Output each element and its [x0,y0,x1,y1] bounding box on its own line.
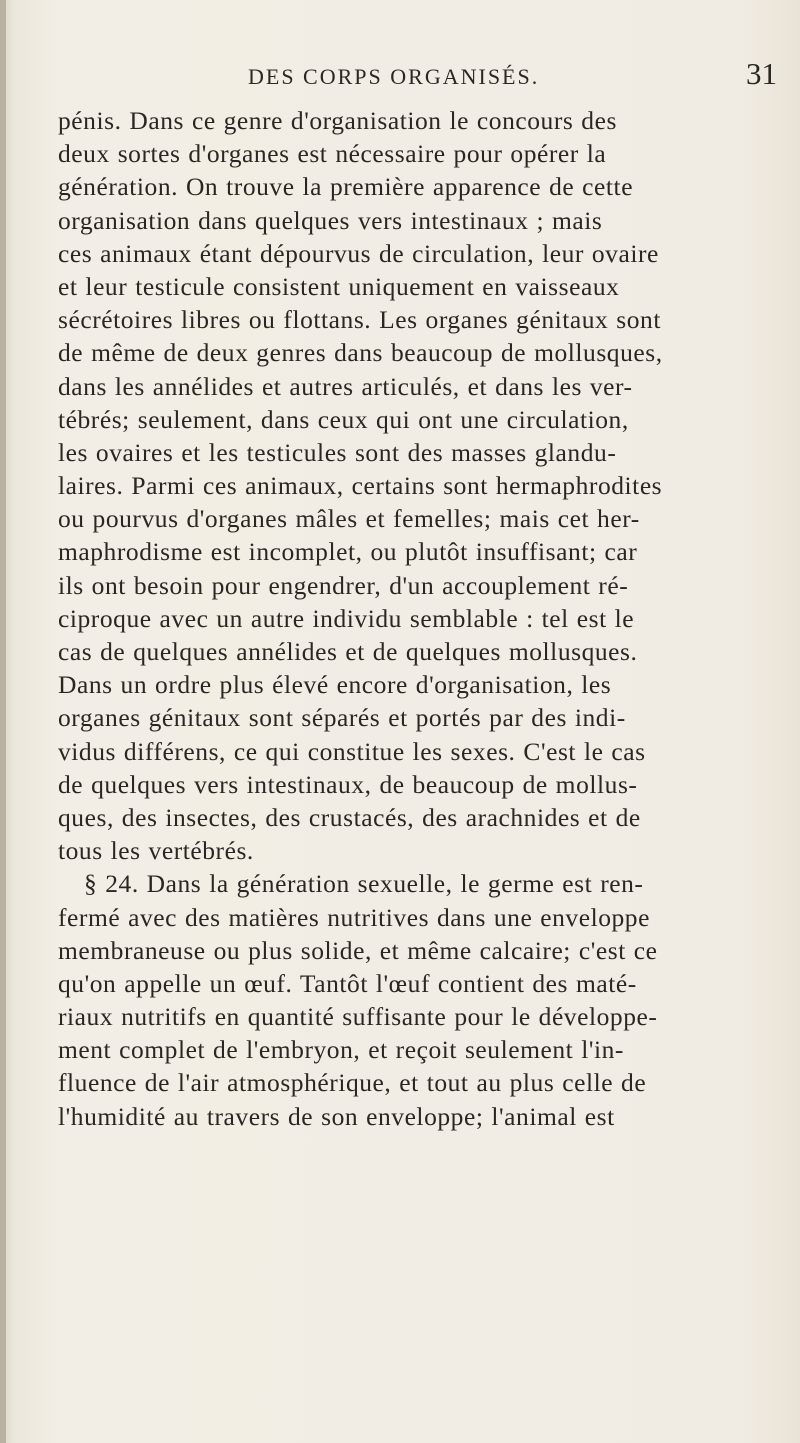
text-line: Dans un ordre plus élevé encore d'organisation, les [58,670,612,700]
binding-edge [0,0,6,1443]
text-line: organisation dans quelques vers intestinaux ; mais [58,205,603,235]
text-line: de même de deux genres dans beaucoup de mollusques, [58,338,663,368]
text-line: maphrodisme est incomplet, ou plutôt insuffisant; car [58,537,638,567]
text-line: ment complet de l'embryon, et reçoit seulement l'in- [58,1035,624,1065]
text-line: sécrétoires libres ou flottans. Les organes génitaux sont [58,305,661,335]
text-line: tous les vertébrés. [58,836,254,866]
text-line: les ovaires et les testicules sont des masses glandu- [58,437,617,467]
page-header [0,52,800,92]
text-line: et leur testicule consistent uniquement en vaisseaux [58,271,620,301]
text-line: riaux nutritifs en quantité suffisante pour le développe- [58,1002,658,1032]
body-text [58,104,798,1133]
text-line: ou pourvus d'organes mâles et femelles; mais cet her- [58,504,640,534]
text-line: ils ont besoin pour engendrer, d'un accouplement ré- [58,570,629,600]
page-number: 31 [746,56,777,91]
text-line: organes génitaux sont séparés et portés par des indi- [58,703,626,733]
text-line: vidus différens, ce qui constitue les sexes. C'est le cas [58,736,646,766]
text-line: de quelques vers intestinaux, de beaucoup de mollus- [58,769,638,799]
text-line: cas de quelques annélides et de quelques mollusques. [58,637,638,666]
text-line: tébrés; seulement, dans ceux qui ont une circulation, [58,404,629,434]
text-line: fermé avec des matières nutritives dans une enveloppe [58,902,650,932]
text-line: pénis. Dans ce genre d'organisation le concours des [58,106,617,135]
text-line: l'humidité au travers de son enveloppe; l'animal est [58,1101,615,1131]
running-title: DES CORPS ORGANISÉS. [248,64,540,89]
text-line: ques, des insectes, des crustacés, des arachnides et de [58,802,641,832]
text-line: dans les annélides et autres articulés, et dans les ver- [58,371,633,401]
text-line: fluence de l'air atmosphérique, et tout au plus celle de [58,1068,647,1098]
text-line: membraneuse ou plus solide, et même calcaire; c'est ce [58,935,658,965]
text-line: laires. Parmi ces animaux, certains sont hermaphrodites [58,471,663,501]
text-line: qu'on appelle un œuf. Tantôt l'œuf contient des maté- [58,968,637,998]
text-line: ces animaux étant dépourvus de circulation, leur ovaire [58,238,659,268]
text-line: ciproque avec un autre individu semblable : tel est le [58,603,635,633]
text-line: génération. On trouve la première apparence de cette [58,172,634,202]
text-line: deux sortes d'organes est nécessaire pour opérer la [58,139,607,169]
section-paragraph-start: § 24. Dans la génération sexuelle, le germe est ren- [84,869,644,899]
